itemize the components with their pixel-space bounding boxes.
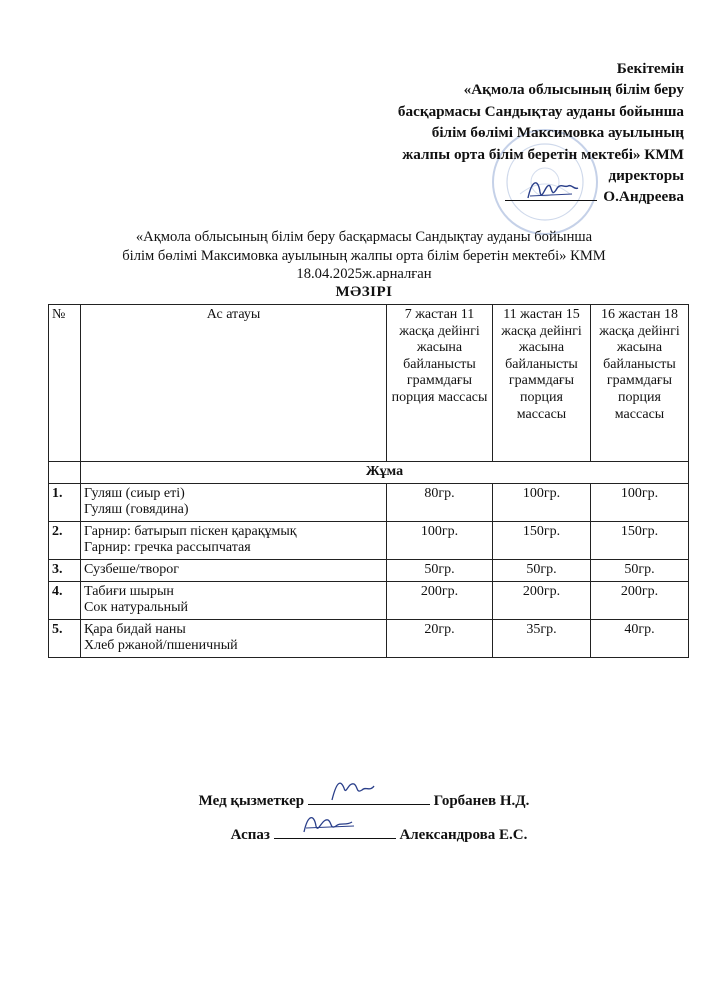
row-name [81,581,387,619]
row-num: 5. [49,619,81,657]
row-value-age2: 200гр. [493,581,591,619]
document-heading [0,228,728,284]
row-value-age1: 80гр. [387,483,493,521]
approval-line-4: білім бөлімі Максимовка ауылының [431,124,684,142]
director-name: О.Андреева [603,188,684,206]
med-label: Мед қызметкер [198,793,305,809]
row-value-age1: 20гр. [387,619,493,657]
row-value-age2: 35гр. [493,619,591,657]
row-value-age3: 40гр. [591,619,689,657]
approval-signature-line [324,186,684,207]
row-name-kk: Гарнир: батырып піскен қарақұмық [84,523,297,539]
table-row [49,483,689,521]
row-name-kk: Гуляш (сиыр еті) [84,485,185,501]
cook-signature-underline [274,824,396,839]
heading-line-2: білім бөлімі Максимовка ауылының жалпы орта білім беретін мектебі» КММ [122,247,606,264]
med-name: Горбанев Н.Д. [433,793,530,809]
menu-table [48,304,689,658]
row-value-age2: 100гр. [493,483,591,521]
approval-line-5: жалпы орта білім беретін мектебі» КММ [402,145,684,163]
row-name [81,619,387,657]
approval-line-2: «Ақмола облысының білім беру [463,81,684,99]
heading-date: 18.04.2025ж.арналған [296,266,432,283]
row-name-kk: Қара бидай наны [84,621,186,637]
cook-name: Александрова Е.С. [399,827,528,843]
menu-title: МӘЗІРІ [335,284,393,300]
row-name-kk: Табиғи шырын [84,583,174,599]
row-name [81,521,387,559]
cook-signature-image [300,808,360,838]
row-name-ru: Гуляш (говядина) [84,502,189,518]
row-value-age3: 200гр. [591,581,689,619]
row-value-age3: 50гр. [591,559,689,581]
table-row [49,559,689,581]
approval-line-1: Бекітемін [616,60,684,77]
approval-block [324,58,684,208]
row-num: 2. [49,521,81,559]
med-signature-line [0,790,728,810]
row-value-age1: 50гр. [387,559,493,581]
day-label: Жұма [81,462,689,484]
table-row [49,581,689,619]
cook-label: Аспаз [230,827,270,843]
row-name-ru: Гарнир: гречка рассыпчатая [84,540,251,556]
row-value-age1: 200гр. [387,581,493,619]
row-num: 4. [49,581,81,619]
med-signature-image [328,774,378,804]
approval-line-6: директоры [608,167,684,185]
row-value-age1: 100гр. [387,521,493,559]
row-value-age3: 150гр. [591,521,689,559]
header-name: Ас атауы [81,305,387,462]
header-age-7-11: 7 жастан 11 жасқа дейінгі жасына байланысты граммдағы порция массасы [387,305,493,462]
header-age-11-15: 11 жастан 15 жасқа дейінгі жасына байланысты граммдағы порция массасы [493,305,591,462]
day-row [49,462,689,484]
table-row [49,619,689,657]
header-num: № [49,305,81,462]
row-name [81,559,387,581]
header-age-16-18: 16 жастан 18 жасқа дейінгі жасына байланысты граммдағы порция массасы [591,305,689,462]
director-signature-image [522,172,582,206]
row-num: 1. [49,483,81,521]
table-header-row [49,305,689,462]
row-name [81,483,387,521]
cook-signature-line [0,824,728,844]
row-name-kk: Сузбеше/творог [84,561,179,577]
row-num: 3. [49,559,81,581]
approval-line-3: басқармасы Сандықтау ауданы бойынша [397,102,684,120]
row-value-age3: 100гр. [591,483,689,521]
row-name-ru: Сок натуральный [84,600,189,616]
table-row [49,521,689,559]
row-name-ru: Хлеб ржаной/пшеничный [84,638,238,654]
med-signature-underline [308,790,430,805]
row-value-age2: 50гр. [493,559,591,581]
row-value-age2: 150гр. [493,521,591,559]
heading-line-1: «Ақмола облысының білім беру басқармасы Сандықтау ауданы бойынша [135,229,593,245]
